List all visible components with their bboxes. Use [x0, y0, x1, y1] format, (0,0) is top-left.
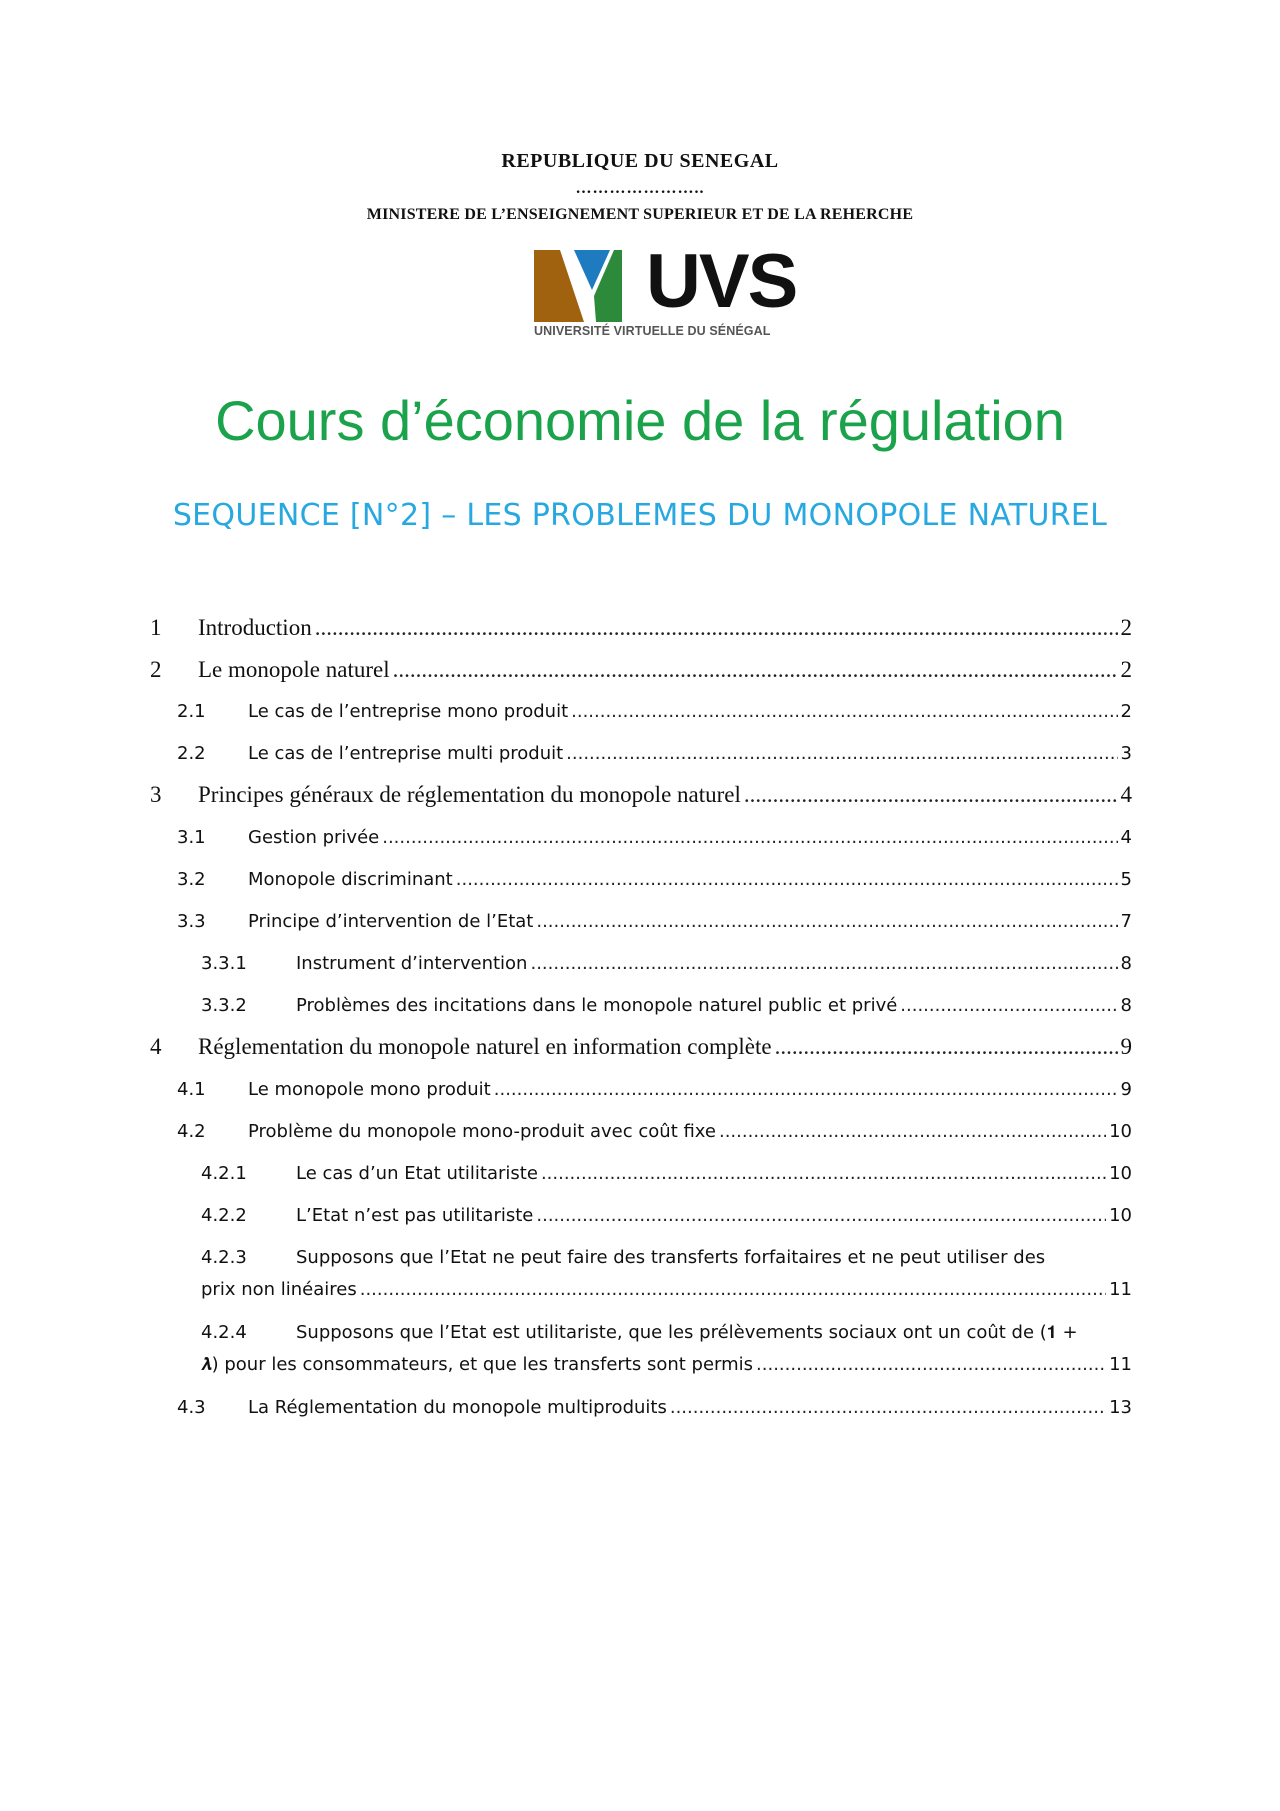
toc-page: 3: [1120, 743, 1132, 764]
toc-entry[interactable]: [150, 615, 1132, 641]
toc-leader: [456, 869, 1118, 890]
toc-page: 11: [1109, 1279, 1132, 1300]
toc-number: 4.2.1: [201, 1163, 247, 1184]
toc-entry[interactable]: [150, 869, 1132, 890]
toc-page: 2: [1120, 657, 1132, 682]
toc-page: 10: [1109, 1163, 1132, 1184]
toc-page: 9: [1120, 1034, 1132, 1059]
toc-title: Supposons que l’Etat ne peut faire des transferts forfaitaires et ne peut utiliser des: [296, 1247, 1046, 1268]
toc-page: 2: [1120, 701, 1132, 722]
sequence-subtitle: SEQUENCE [N°2] – LES PROBLEMES DU MONOPOLE NATUREL: [172, 498, 1108, 533]
toc-page: 11: [1109, 1354, 1132, 1375]
logo-wordmark: UVS: [646, 239, 797, 324]
toc-entry[interactable]: [150, 1034, 1132, 1060]
toc-title: Le monopole mono produit: [248, 1079, 491, 1100]
toc-leader: [566, 743, 1117, 764]
toc-title: La Réglementation du monopole multiproduits: [248, 1397, 667, 1418]
toc-entry[interactable]: [150, 1205, 1132, 1226]
toc-number: 3.3.1: [201, 953, 247, 974]
toc-page: 13: [1109, 1397, 1132, 1418]
toc-title: Le monopole naturel: [198, 657, 390, 682]
toc-leader: [382, 827, 1117, 848]
toc-page: 7: [1120, 911, 1132, 932]
toc-number: 4.2.4: [201, 1322, 247, 1343]
toc-title: Problème du monopole mono-produit avec coût fixe: [248, 1121, 716, 1142]
toc-number: 4.2.3: [201, 1247, 247, 1268]
toc-leader: [719, 1121, 1106, 1142]
toc-entry-line1[interactable]: [150, 1247, 1132, 1268]
course-title: Cours d’économie de la régulation: [215, 389, 1065, 452]
toc-number: 3.2: [177, 869, 206, 890]
toc-page: 5: [1120, 869, 1132, 890]
uvs-logo-mark-icon: [534, 250, 646, 322]
toc-entry[interactable]: [150, 995, 1132, 1016]
toc-entry[interactable]: [150, 657, 1132, 683]
toc-title: Supposons que l’Etat est utilitariste, que les prélèvements sociaux ont un coût de (𝟏 +: [296, 1322, 1078, 1343]
toc-entry[interactable]: [150, 827, 1132, 848]
toc-number: 3.1: [177, 827, 206, 848]
toc-leader: [536, 1205, 1106, 1226]
toc-leader: [775, 1034, 1118, 1060]
toc-page: 4: [1120, 827, 1132, 848]
toc-entry[interactable]: [150, 911, 1132, 932]
toc-number: 3.3.2: [201, 995, 247, 1016]
toc-title: Problèmes des incitations dans le monopole naturel public et privé: [296, 995, 898, 1016]
toc-leader: [536, 911, 1117, 932]
toc-page: 10: [1109, 1121, 1132, 1142]
toc-entry[interactable]: [150, 1079, 1132, 1100]
toc-leader: [360, 1279, 1106, 1300]
toc-number: 3: [150, 782, 162, 807]
toc-entry[interactable]: [150, 1397, 1132, 1418]
logo-subtitle: UNIVERSITÉ VIRTUELLE DU SÉNÉGAL: [534, 324, 771, 338]
republic-heading: REPUBLIQUE DU SENEGAL: [501, 150, 779, 172]
toc-number: 4.2: [177, 1121, 206, 1142]
toc-entry-line2[interactable]: [201, 1354, 1132, 1375]
toc-page: 4: [1120, 782, 1132, 807]
toc-title: Le cas d’un Etat utilitariste: [296, 1163, 538, 1184]
toc-title: Gestion privée: [248, 827, 380, 848]
toc-leader: [571, 701, 1117, 722]
toc-number: 4: [150, 1034, 162, 1059]
toc-entry[interactable]: [150, 743, 1132, 764]
toc-leader: [900, 995, 1117, 1016]
toc-leader: [670, 1397, 1106, 1418]
toc-number: 1: [150, 615, 162, 640]
toc-title: Principes généraux de réglementation du monopole naturel: [198, 782, 741, 807]
toc-page: 8: [1120, 995, 1132, 1016]
toc-entry[interactable]: [150, 782, 1132, 808]
toc-leader: [744, 782, 1118, 808]
toc-entry-line2[interactable]: [201, 1279, 1132, 1300]
toc-page: 8: [1120, 953, 1132, 974]
toc-title: Réglementation du monopole naturel en information complète: [198, 1034, 772, 1059]
separator-dots: …………………..: [575, 180, 705, 197]
toc-leader: [393, 657, 1118, 683]
toc-title: Le cas de l’entreprise multi produit: [248, 743, 564, 764]
toc-title-continued: 𝝀) pour les consommateurs, et que les transferts sont permis: [201, 1354, 754, 1375]
toc-number: 4.1: [177, 1079, 206, 1100]
toc-leader: [541, 1163, 1106, 1184]
toc-title: Principe d’intervention de l’Etat: [248, 911, 534, 932]
toc-title: L’Etat n’est pas utilitariste: [296, 1205, 534, 1226]
toc-leader: [530, 953, 1117, 974]
toc-number: 2.2: [177, 743, 206, 764]
toc-entry-line1[interactable]: [150, 1322, 1132, 1343]
uvs-logo: [534, 239, 797, 345]
toc-leader: [756, 1354, 1106, 1375]
toc-entry[interactable]: [150, 1163, 1132, 1184]
toc-entry[interactable]: [150, 953, 1132, 974]
toc-page: 2: [1120, 615, 1132, 640]
toc-leader: [494, 1079, 1118, 1100]
toc-title: Introduction: [198, 615, 312, 640]
toc-entry[interactable]: [150, 1121, 1132, 1142]
toc-number: 2: [150, 657, 162, 682]
toc-title-continued: prix non linéaires: [201, 1279, 357, 1300]
toc-leader: [315, 615, 1118, 641]
toc-number: 2.1: [177, 701, 206, 722]
toc-page: 10: [1109, 1205, 1132, 1226]
toc-entry[interactable]: [150, 701, 1132, 722]
toc-title: Instrument d’intervention: [296, 953, 528, 974]
toc-title: Monopole discriminant: [248, 869, 453, 890]
toc-number: 3.3: [177, 911, 206, 932]
toc-page: 9: [1120, 1079, 1132, 1100]
ministry-heading: MINISTERE DE L’ENSEIGNEMENT SUPERIEUR ET DE LA REHERCHE: [366, 206, 914, 223]
toc-title: Le cas de l’entreprise mono produit: [248, 701, 569, 722]
toc-number: 4.2.2: [201, 1205, 247, 1226]
toc-number: 4.3: [177, 1397, 206, 1418]
